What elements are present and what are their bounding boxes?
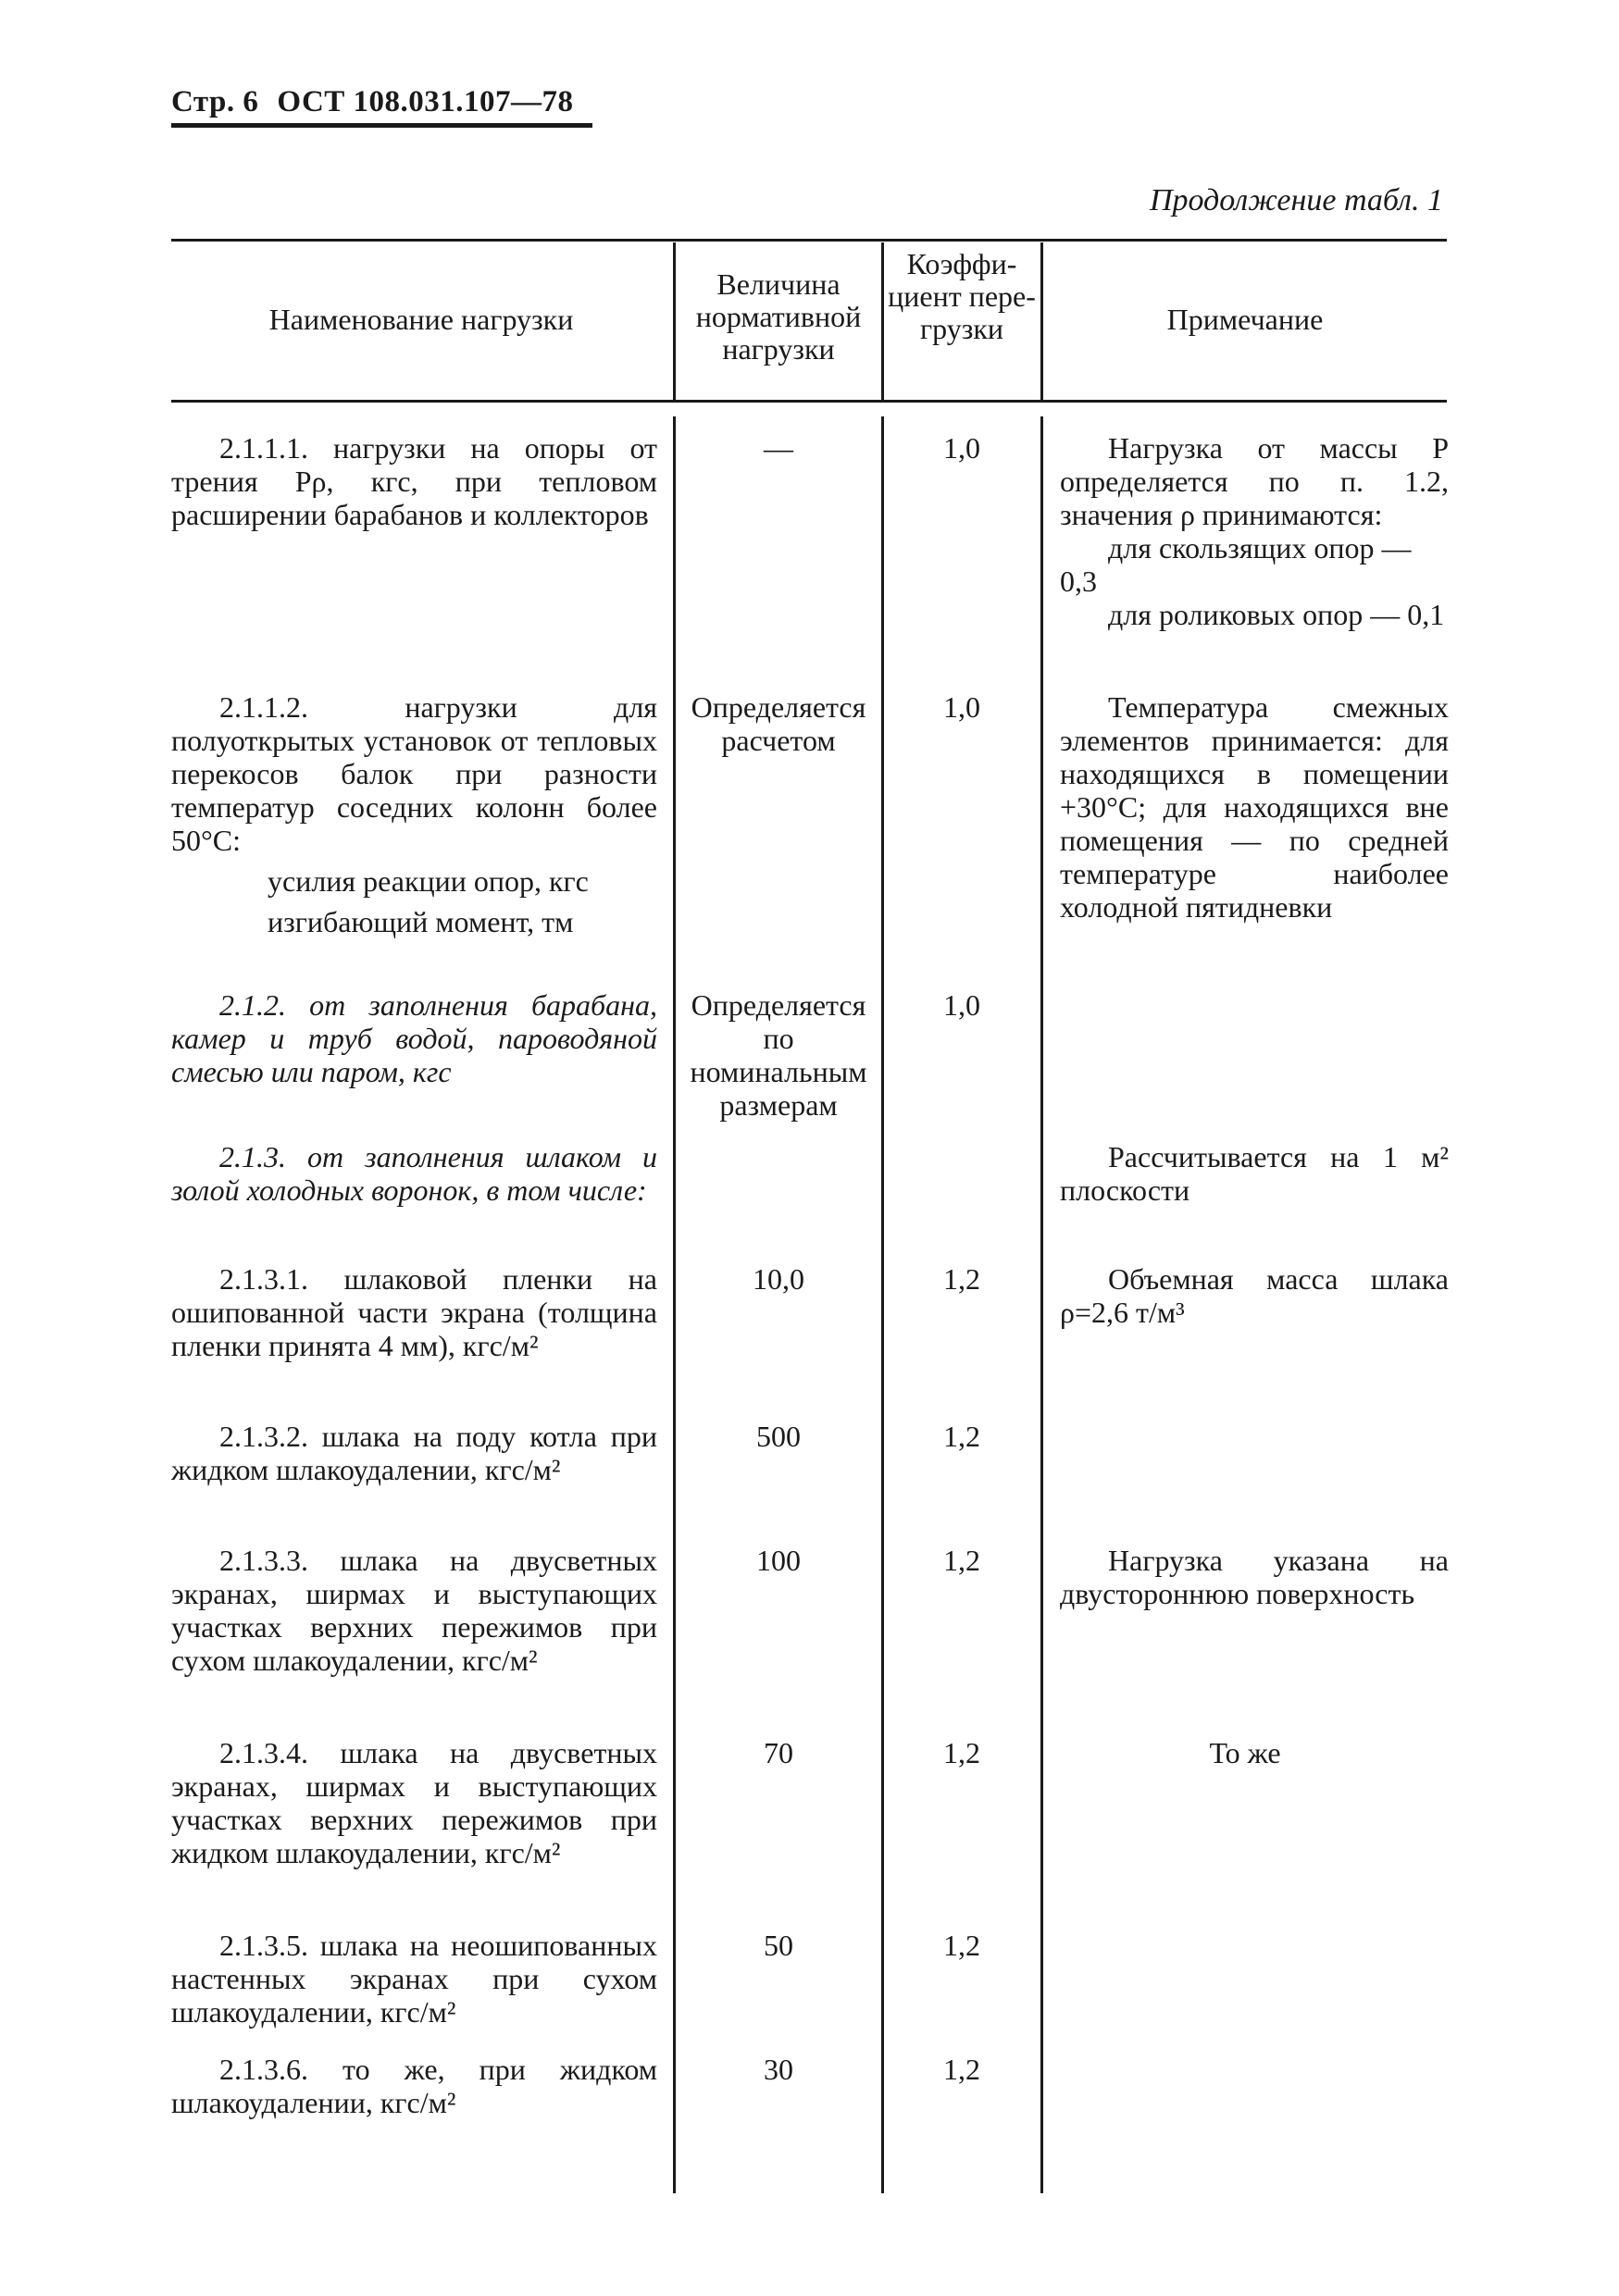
standard-code: ОСТ 108.031.107—78 (277, 85, 574, 118)
table-row-name: 2.1.2. от заполнения барабана, камер и труб водой, пароводяной смесью или паром, кгс (171, 988, 657, 1088)
table-row-coef: 1,0 (943, 988, 980, 1022)
table-row-note: Нагрузка указана на двустороннюю поверхность (1060, 1544, 1449, 1610)
table-row-value: 100 (756, 1544, 801, 1577)
table-row-coef: 1,0 (943, 690, 980, 724)
note-text: Нагрузка от массы P определяется по п. 1.2, значения ρ принимаются: (1060, 431, 1449, 531)
table-row-value: Определяется расчетом (691, 690, 866, 757)
table-row-value: Определяется по номинальным размерам (690, 988, 867, 1122)
table-row-name: 2.1.3.1. шлаковой пленки на ошипованной части экрана (толщина пленки принята 4 мм), кгс/м² (171, 1262, 657, 1362)
header-note: Примечание (1166, 303, 1324, 336)
table-row-value: 70 (764, 1736, 793, 1769)
table-row-note: Объемная масса шлака ρ=2,6 т/м³ (1060, 1262, 1449, 1329)
row-name-main: 2.1.1.2. нагрузки для полуоткрытых установок от тепловых перекосов балок при разности температур соседних колонн более 50°С: (171, 690, 657, 857)
page-number: Стр. 6 (171, 85, 259, 118)
table-row-note: Рассчитывается на 1 м² плоскости (1060, 1140, 1449, 1207)
table-row-coef: 1,2 (943, 1544, 980, 1577)
table-row-coef: 1,2 (943, 1420, 980, 1453)
header-value: Величина нормативной нагрузки (695, 267, 862, 366)
table-row-coef: 1,0 (943, 431, 980, 465)
table-row-name: 2.1.1.1. нагрузки на опоры от трения Pρ, кгс, при тепловом расширении барабанов и коллекторов (171, 431, 657, 531)
table-continuation-label: Продолжение табл. 1 (1149, 183, 1443, 217)
table-row-name: 2.1.3.3. шлака на двусветных экранах, ширмах и выступающих участках верхних пережимов при сухом шлакоудалении, кгс/м² (171, 1544, 657, 1677)
table-row-value: — (764, 431, 793, 465)
table-row-value: 50 (764, 1929, 793, 1962)
table-row-coef: 1,2 (943, 1736, 980, 1769)
table-row-value: 30 (764, 2053, 793, 2086)
column-divider-1-body (673, 416, 676, 2193)
table-row-coef: 1,2 (943, 2053, 980, 2086)
table-row-name: 2.1.3.6. то же, при жидком шлакоудалении, кгс/м² (171, 2053, 657, 2119)
table-row-value: 500 (756, 1420, 801, 1453)
row-name-sub1: усилия реакции опор, кгс (268, 864, 589, 898)
table-row-note: То же (1209, 1736, 1281, 1769)
table-row-name: 2.1.3. от заполнения шлаком и золой холодных воронок, в том числе: (171, 1140, 657, 1207)
column-divider-3-body (1040, 416, 1043, 2193)
table-row-note (1060, 431, 1449, 631)
header-name: Наименование нагрузки (268, 303, 574, 336)
table-header-rule (171, 400, 1447, 403)
header-coef: Коэффициент перегрузки (888, 247, 1036, 345)
note-roller: для роликовых опор — 0,1 (1108, 598, 1445, 631)
table-row-name: 2.1.3.2. шлака на поду котла при жидком шлакоудалении, кгс/м² (171, 1420, 657, 1486)
row-name-sub2: изгибающий момент, тм (268, 905, 574, 938)
table-top-rule (171, 239, 1447, 242)
page-header (171, 85, 592, 128)
table-row-value: 10,0 (753, 1262, 804, 1296)
table-row-name: 2.1.3.5. шлака на неошипованных настенных экранах при сухом шлакоудалении, кгс/м² (171, 1929, 657, 2029)
column-divider-2-body (881, 416, 884, 2193)
table-row-coef: 1,2 (943, 1262, 980, 1296)
table-row-name: 2.1.3.4. шлака на двусветных экранах, ширмах и выступающих участках верхних пережимов при жидком шлакоудалении, кгс/м² (171, 1736, 657, 1869)
table-row-name (171, 690, 657, 938)
note-sliding: для скользящих опор — 0,3 (1060, 531, 1412, 598)
table-row-coef: 1,2 (943, 1929, 980, 1962)
table-row-note: Температура смежных элементов принимается: для находящихся в помещении +30°С; для находящихся вне помещения — по средней температуре наиболее холодной пятидневки (1060, 690, 1449, 924)
